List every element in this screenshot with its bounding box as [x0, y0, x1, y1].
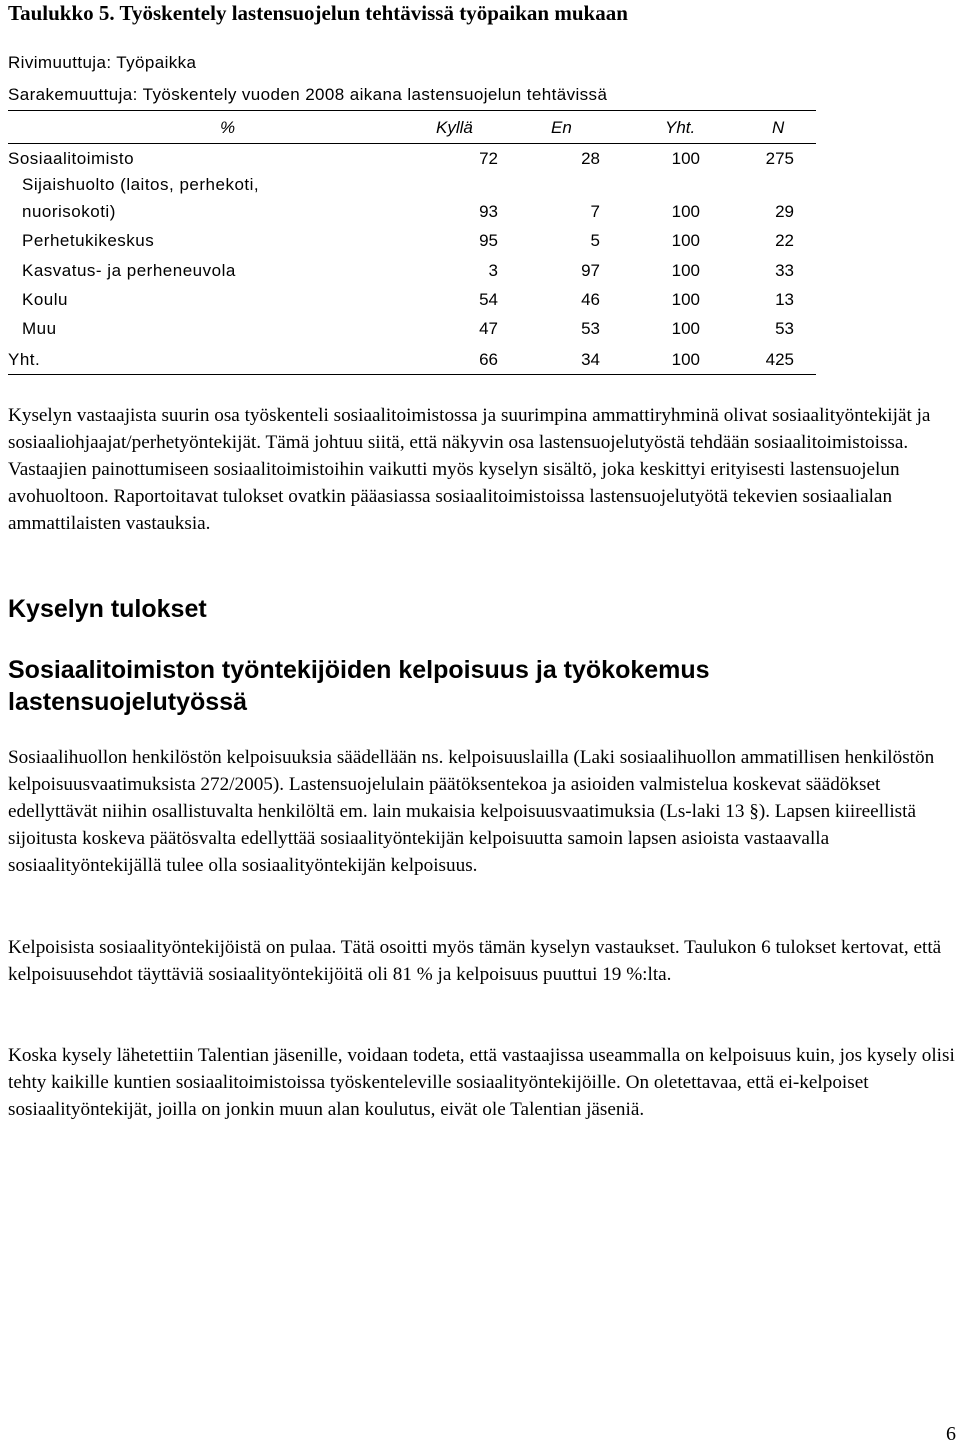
- table-header-rule: [8, 143, 816, 144]
- row-variable: Rivimuuttuja: Työpaikka: [8, 53, 197, 72]
- row-label: Muu: [22, 319, 57, 338]
- cell-kylla: 54: [479, 290, 498, 309]
- paragraph-respondents: Kyselyn vastaajista suurin osa työskenteli sosiaalitoimistossa ja suurimpina ammattiryhminä olivat sosiaalityöntekijät ja sosiaaliohjaajat/perhetyöntekijät. Tämä johtuu siitä, että näkyvin osa lastensuojelutyöstä tehdään sosiaalitoimistoissa. Vastaajien painottumiseen sosiaalitoimistoihin vaikutti myös kyselyn sisältö, joka keskittyi erityisesti lastensuojelun avohuoltoon. Raportoitavat tulokset ovatkin pääasiassa sosiaalitoimistoissa lastensuojelutyötä tekevien sosiaalialan ammattilaisten vastauksia.: [8, 405, 931, 534]
- cell-kylla: 66: [479, 350, 498, 369]
- table-total-row: [8, 346, 816, 374]
- page-number: 6: [946, 1423, 956, 1445]
- paragraph-qualifications-law: Sosiaalihuollon henkilöstön kelpoisuuksia säädellään ns. kelpoisuuslailla (Laki sosiaalihuollon ammatillisen henkilöstön kelpoisuusvaatimuksista 272/2005). Lastensuojelulain päätöksentekoa ja asioiden valmistelua koskevat säädökset edellyttävät niihin osallistuvalta henkilöltä em. lain mukaisia kelpoisuusvaatimuksia (Ls-laki 13 §). Lapsen kiireellistä sijoitusta koskeva päätösvalta edellyttää sosiaalityöntekijän kelpoisuutta samoin lapsen asioista vastaavalla sosiaalityöntekijällä tulee olla sosiaalityöntekijän kelpoisuus.: [8, 747, 935, 876]
- cell-n: 29: [775, 202, 794, 221]
- cell-yht: 100: [671, 261, 700, 280]
- table-row: [8, 198, 816, 226]
- cell-n: 13: [775, 290, 794, 309]
- cell-yht: 100: [671, 202, 700, 221]
- cell-yht: 100: [671, 290, 700, 309]
- cell-yht: 100: [671, 149, 700, 168]
- table-row: [8, 227, 816, 255]
- table-top-rule: [8, 110, 816, 111]
- header-percent: %: [220, 118, 236, 137]
- cell-n: 53: [775, 319, 794, 338]
- paragraph-qualified-shortage: Kelpoisista sosiaalityöntekijöistä on pulaa. Tätä osoitti myös tämän kyselyn vastaukset. Taulukon 6 tulokset kertovat, että kelpoisuusehdot täyttäviä sosiaalityöntekijöitä oli 81 % ja kelpoisuus puuttui 19 %:lta.: [8, 937, 942, 985]
- cell-kylla: 95: [479, 231, 498, 250]
- table-row: [8, 286, 816, 314]
- header-en: En: [551, 118, 572, 137]
- row-label: Koulu: [22, 290, 68, 309]
- section-heading: Kyselyn tulokset: [8, 595, 207, 623]
- table-row: [8, 145, 816, 173]
- cell-kylla: 3: [488, 261, 498, 280]
- cell-yht: 100: [671, 231, 700, 250]
- cell-n: 33: [775, 261, 794, 280]
- table-header-row: [8, 114, 816, 142]
- row-label: Perhetukikeskus: [22, 231, 155, 250]
- table-row: [8, 315, 816, 343]
- cell-kylla: 72: [479, 149, 498, 168]
- cell-yht: 100: [671, 350, 700, 369]
- table-caption: Taulukko 5. Työskentely lastensuojelun tehtävissä työpaikan mukaan: [8, 1, 628, 25]
- table-row-label-line: [8, 171, 816, 199]
- cell-en: 34: [581, 350, 600, 369]
- cell-en: 7: [590, 202, 600, 221]
- cell-n: 22: [775, 231, 794, 250]
- cell-en: 53: [581, 319, 600, 338]
- row-label: Sijaishuolto (laitos, perhekoti,: [22, 175, 260, 194]
- cell-en: 5: [590, 231, 600, 250]
- header-n: N: [772, 118, 785, 137]
- table-bottom-rule: [8, 374, 816, 375]
- row-label-continued: nuorisokoti): [22, 202, 116, 221]
- cell-kylla: 47: [479, 319, 498, 338]
- cell-yht: 100: [671, 319, 700, 338]
- row-label: Sosiaalitoimisto: [8, 149, 135, 168]
- subsection-heading: Sosiaalitoimiston työntekijöiden kelpoisuus ja työkokemus lastensuojelutyössä: [8, 656, 710, 716]
- header-kylla: Kyllä: [436, 118, 473, 137]
- cell-en: 46: [581, 290, 600, 309]
- paragraph-talentia-members: Koska kysely lähetettiin Talentian jäsenille, voidaan todeta, että vastaajissa useammalla on kelpoisuus kuin, jos kysely olisi tehty kaikille kuntien sosiaalitoimistoissa työskenteleville sosiaalityöntekijöille. On oletettavaa, että ei-kelpoiset sosiaalityöntekijät, joilla on jonkin muun alan koulutus, eivät ole Talentian jäseniä.: [8, 1045, 955, 1120]
- cell-en: 28: [581, 149, 600, 168]
- cell-n: 275: [765, 149, 794, 168]
- row-label: Yht.: [8, 350, 41, 369]
- row-label: Kasvatus- ja perheneuvola: [22, 261, 236, 280]
- column-variable: Sarakemuuttuja: Työskentely vuoden 2008 aikana lastensuojelun tehtävissä: [8, 85, 608, 104]
- header-yht: Yht.: [665, 118, 696, 137]
- cell-n: 425: [765, 350, 794, 369]
- table-row: [8, 257, 816, 285]
- cell-kylla: 93: [479, 202, 498, 221]
- cell-en: 97: [581, 261, 600, 280]
